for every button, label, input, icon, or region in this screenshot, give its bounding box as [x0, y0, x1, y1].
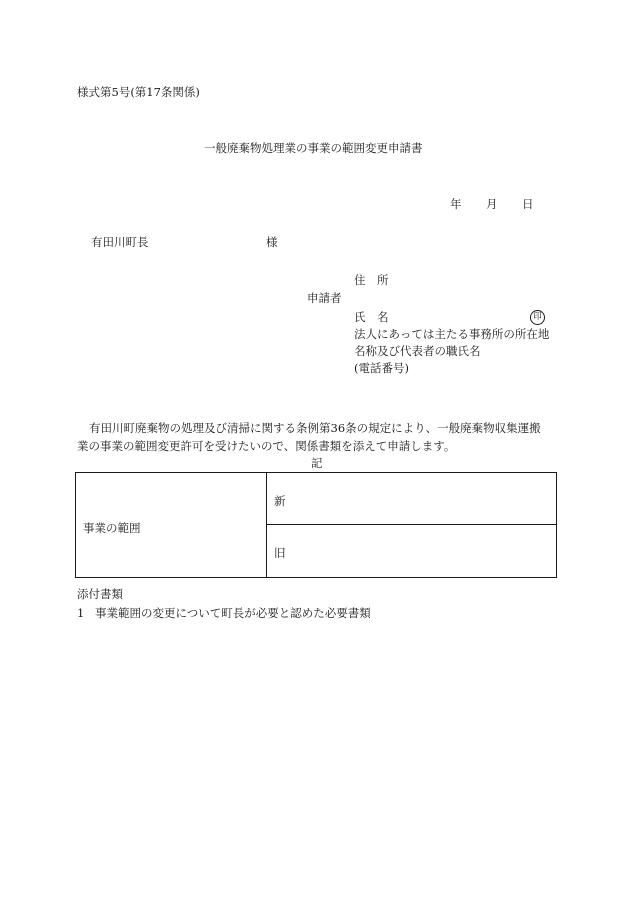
- form-number: 様式第5号(第17条関係): [77, 85, 200, 99]
- date-day-label: 日: [522, 197, 534, 211]
- corporation-note-line-1: 法人にあっては主たる事務所の所在地: [354, 327, 550, 341]
- attachment-item: [77, 608, 371, 620]
- addressee-honorific: 様: [266, 235, 278, 249]
- date-year-label: 年: [450, 197, 462, 211]
- ki-heading: 記: [311, 456, 323, 470]
- address-label: 住 所: [354, 273, 389, 287]
- phone-number-note: (電話番号): [354, 361, 409, 375]
- application-statement: [77, 419, 567, 455]
- attachments-title: 添付書類: [77, 587, 123, 601]
- addressee-name: 有田川町長: [91, 235, 149, 249]
- name-label: 氏 名: [354, 310, 389, 324]
- seal-mark-icon: 印: [530, 310, 545, 325]
- corporation-note-line-2: 名称及び代表者の職氏名: [354, 344, 481, 358]
- scope-new-cell: [267, 473, 556, 525]
- attachment-item-text: 事業範囲の変更について町長が必要と認めた必要書類: [95, 606, 371, 620]
- date-month-label: 月: [486, 197, 498, 211]
- scope-new-label: 新: [274, 494, 286, 508]
- document-title: 一般廃棄物処理業の事業の範囲変更申請書: [204, 141, 423, 155]
- business-scope-table: [75, 472, 557, 578]
- attachment-item-number: 1: [77, 606, 85, 620]
- statement-line-2: 業の事業の範囲変更許可を受けたいので、関係書類を添えて申請します。: [77, 439, 456, 453]
- scope-header-cell: [76, 473, 267, 577]
- scope-header-label: 事業の範囲: [83, 521, 141, 535]
- scope-old-label: 旧: [274, 546, 286, 560]
- statement-line-1: 有田川町廃棄物の処理及び清掃に関する条例第36条の規定により、一般廃棄物収集運搬: [89, 421, 541, 435]
- scope-old-cell: [267, 525, 556, 577]
- applicant-label: 申請者: [307, 291, 342, 305]
